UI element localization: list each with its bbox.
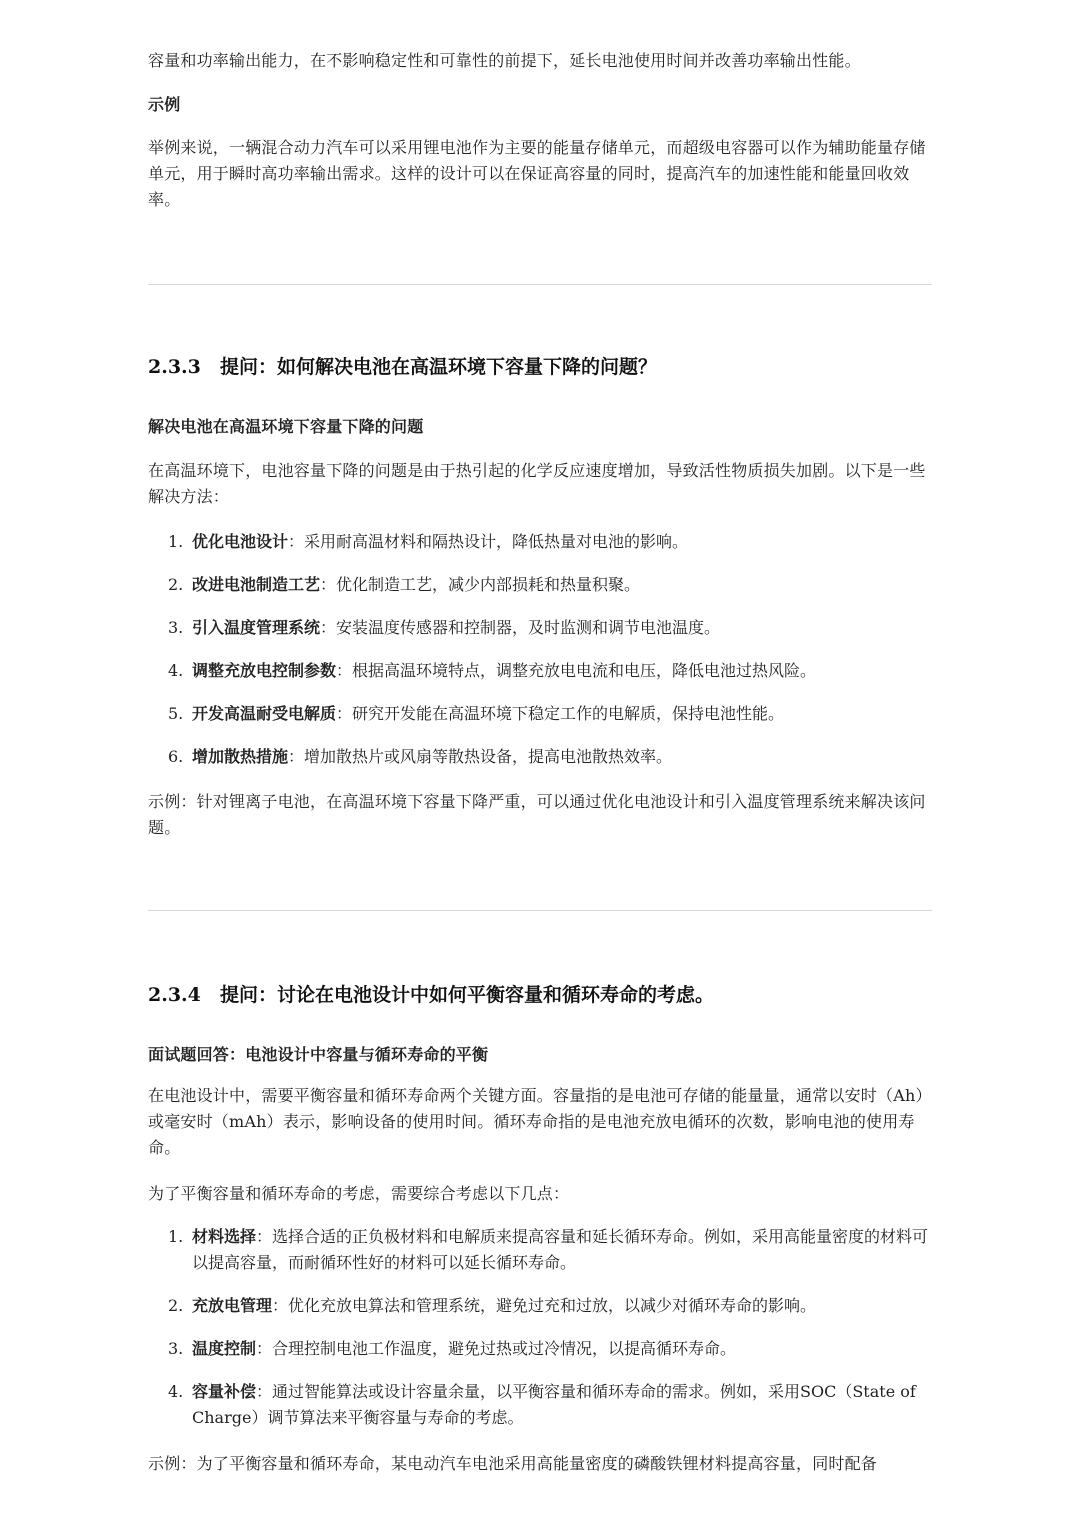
section-example-paragraph: 示例：针对锂离子电池，在高温环境下容量下降严重，可以通过优化电池设计和引入温度管理系统来解决该问题。 [148, 792, 926, 837]
list-term: 改进电池制造工艺 [192, 575, 321, 594]
list-desc: ：研究开发能在高温环境下稳定工作的电解质，保持电池性能。 [336, 704, 785, 723]
list-index: 3. [168, 1339, 184, 1358]
list-desc: ：选择合适的正负极材料和电解质来提高容量和延长循环寿命。例如，采用高能量密度的材料可以提高容量，而耐循环性好的材料可以延长循环寿命。 [192, 1227, 929, 1272]
list-term: 优化电池设计 [192, 532, 289, 551]
list-item [148, 1336, 932, 1362]
section-example-paragraph: 示例：为了平衡容量和循环寿命，某电动汽车电池采用高能量密度的磷酸铁锂材料提高容量，同时配备 [148, 1454, 878, 1473]
list-term: 充放电管理 [192, 1296, 273, 1315]
list-item [148, 615, 932, 641]
section-subheading: 解决电池在高温环境下容量下降的问题 [148, 417, 424, 436]
list-index: 1. [168, 532, 184, 551]
list-item [148, 701, 932, 727]
section-number: 2.3.4 [148, 984, 201, 1006]
list-item [148, 658, 932, 684]
list-index: 6. [168, 747, 184, 766]
example-heading: 示例 [148, 95, 181, 114]
section-number: 2.3.3 [148, 356, 201, 378]
example-paragraph: 举例来说，一辆混合动力汽车可以采用锂电池作为主要的能量存储单元，而超级电容器可以作为辅助能量存储单元，用于瞬时高功率输出需求。这样的设计可以在保证高容量的同时，提高汽车的加速性能和能量回收效率。 [148, 138, 926, 209]
list-item [148, 1379, 932, 1431]
section-title: 提问：讨论在电池设计中如何平衡容量和循环寿命的考虑。 [220, 984, 715, 1006]
list-index: 3. [168, 618, 184, 637]
considerations-list [148, 1224, 932, 1431]
list-item [148, 572, 932, 598]
section-lead-paragraph: 为了平衡容量和循环寿命的考虑，需要综合考虑以下几点： [148, 1184, 570, 1203]
list-term: 温度控制 [192, 1339, 257, 1358]
list-index: 4. [168, 661, 184, 680]
list-term: 材料选择 [192, 1227, 257, 1246]
list-term: 开发高温耐受电解质 [192, 704, 337, 723]
list-index: 2. [168, 575, 184, 594]
solution-list [148, 529, 932, 770]
section-heading-2-3-3 [148, 352, 932, 382]
list-item [148, 1293, 932, 1319]
section-subheading: 面试题回答：电池设计中容量与循环寿命的平衡 [148, 1045, 489, 1064]
section-intro-paragraph: 在高温环境下，电池容量下降的问题是由于热引起的化学反应速度增加，导致活性物质损失加剧。以下是一些解决方法： [148, 461, 926, 506]
section-divider [148, 910, 932, 911]
list-desc: ：根据高温环境特点，调整充放电电流和电压，降低电池过热风险。 [336, 661, 817, 680]
list-desc: ：增加散热片或风扇等散热设备，提高电池散热效率。 [288, 747, 673, 766]
list-term: 调整充放电控制参数 [192, 661, 337, 680]
list-index: 4. [168, 1382, 184, 1401]
section-intro-paragraph: 在电池设计中，需要平衡容量和循环寿命两个关键方面。容量指的是电池可存储的能量量，通常以安时（Ah）或毫安时（mAh）表示，影响设备的使用时间。循环寿命指的是电池充放电循环的次数，影响电池的使用寿命。 [148, 1086, 932, 1157]
list-desc: ：优化制造工艺，减少内部损耗和热量积聚。 [320, 575, 641, 594]
list-term: 引入温度管理系统 [192, 618, 321, 637]
intro-tail-paragraph: 容量和功率输出能力，在不影响稳定性和可靠性的前提下，延长电池使用时间并改善功率输出性能。 [148, 51, 861, 70]
section-title: 提问：如何解决电池在高温环境下容量下降的问题？ [220, 356, 658, 378]
list-term: 增加散热措施 [192, 747, 289, 766]
list-term: 容量补偿 [192, 1382, 257, 1401]
list-desc: ：通过智能算法或设计容量余量，以平衡容量和循环寿命的需求。例如，采用SOC（State of Charge）调节算法来平衡容量与寿命的考虑。 [192, 1382, 916, 1427]
section-divider [148, 284, 932, 285]
list-item [148, 529, 932, 555]
section-heading-2-3-4 [148, 980, 932, 1010]
list-desc: ：优化充放电算法和管理系统，避免过充和过放，以减少对循环寿命的影响。 [272, 1296, 817, 1315]
list-item [148, 1224, 932, 1276]
list-desc: ：安装温度传感器和控制器，及时监测和调节电池温度。 [320, 618, 721, 637]
list-item [148, 744, 932, 770]
list-index: 5. [168, 704, 184, 723]
list-index: 1. [168, 1227, 184, 1246]
list-desc: ：采用耐高温材料和隔热设计，降低热量对电池的影响。 [288, 532, 689, 551]
list-index: 2. [168, 1296, 184, 1315]
list-desc: ：合理控制电池工作温度，避免过热或过冷情况，以提高循环寿命。 [256, 1339, 737, 1358]
